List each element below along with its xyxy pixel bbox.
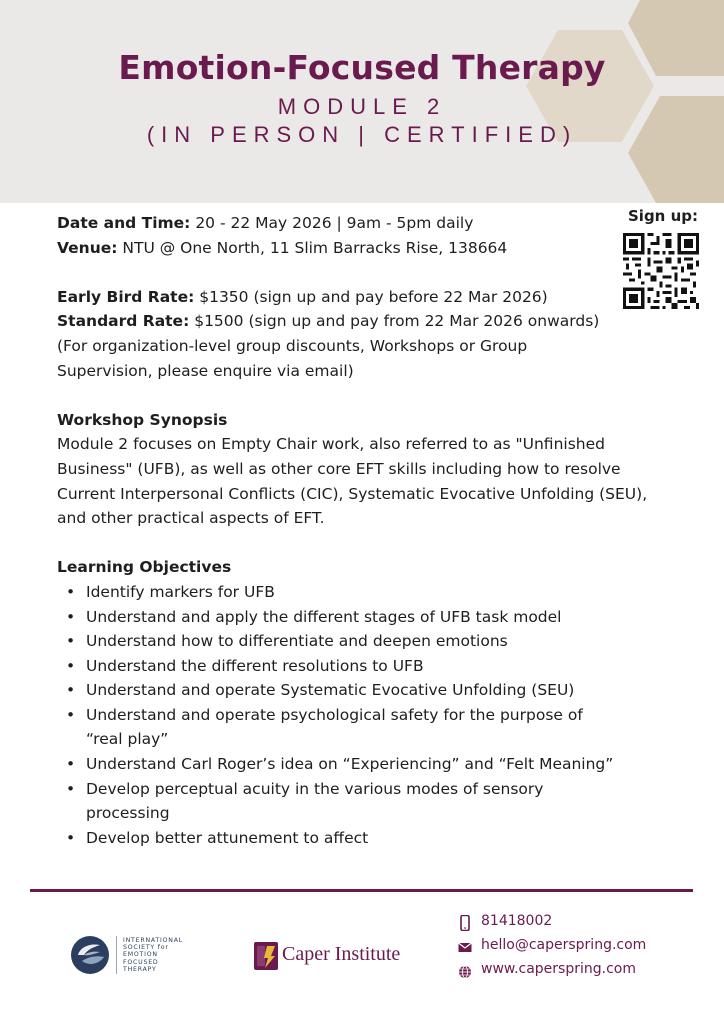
objectives-heading bbox=[57, 555, 657, 580]
isfet-logo-icon bbox=[70, 935, 110, 975]
format-subtitle: (IN PERSON | CERTIFIED) bbox=[146, 122, 578, 147]
list-item: • Understand Carl Roger’s idea on “Experiencing” and “Felt Meaning” bbox=[57, 752, 657, 777]
event-details bbox=[57, 211, 657, 850]
header-banner bbox=[0, 0, 724, 203]
page-title: Emotion-Focused Therapy bbox=[118, 48, 606, 87]
early-bird-value: $1350 (sign up and pay before 22 Mar 2026) bbox=[194, 287, 548, 306]
list-item: • Understand and operate Systematic Evocative Unfolding (SEU) bbox=[57, 678, 657, 703]
objectives-heading-text: Learning Objectives bbox=[57, 558, 232, 577]
isfet-name: INTERNATIONAL SOCIETY for EMOTION FOCUSED THERAPY bbox=[123, 937, 184, 973]
date-time-line bbox=[57, 211, 657, 236]
date-time-value: 20 - 22 May 2026 | 9am - 5pm daily bbox=[190, 214, 474, 232]
module-subtitle: MODULE 2 bbox=[277, 94, 447, 119]
standard-rate-label: Standard Rate: bbox=[57, 312, 190, 331]
list-item: • Understand and operate psychological safety for the purpose of “real play” bbox=[57, 703, 617, 752]
venue-label: Venue: bbox=[57, 238, 118, 257]
email-address[interactable]: hello@caperspring.com bbox=[481, 937, 647, 953]
caper-institute-name: Caper Institute bbox=[282, 943, 401, 965]
venue-value: NTU @ One North, 11 Slim Barracks Rise, 138664 bbox=[117, 238, 508, 257]
isfet-separator bbox=[116, 936, 117, 974]
synopsis-heading bbox=[57, 408, 657, 433]
globe-icon bbox=[458, 963, 472, 979]
standard-rate-line bbox=[57, 309, 657, 334]
list-item: • Understand the different resolutions to UFB bbox=[57, 654, 657, 679]
early-bird-label: Early Bird Rate: bbox=[57, 287, 195, 306]
signup-label: Sign up: bbox=[628, 207, 698, 225]
phone-icon bbox=[458, 915, 472, 931]
list-item: • Identify markers for UFB bbox=[57, 580, 657, 605]
synopsis-text: Module 2 focuses on Empty Chair work, also referred to as "Unfinished Business" (UFB), as well as other core EFT skills including how to resolve Current Interpersonal Conflicts (CIC), Systematic Evocative Unfolding (SEU), and other practical aspects of EFT. bbox=[57, 435, 648, 528]
standard-rate-value: $1500 (sign up and pay from 22 Mar 2026 onwards) bbox=[189, 312, 600, 331]
synopsis-heading-text: Workshop Synopsis bbox=[57, 410, 228, 429]
early-bird-line bbox=[57, 285, 657, 310]
phone-number[interactable]: 81418002 bbox=[481, 913, 553, 929]
list-item: • Understand and apply the different stages of UFB task model bbox=[57, 605, 657, 630]
venue-line bbox=[57, 236, 657, 261]
list-item: • Develop better attunement to affect bbox=[57, 826, 657, 851]
email-icon bbox=[458, 939, 472, 955]
group-discount-note: (For organization-level group discounts, Workshops or Group Supervision, please enquire via email) bbox=[57, 336, 528, 380]
footer-divider bbox=[30, 889, 693, 892]
list-item: • Understand how to differentiate and deepen emotions bbox=[57, 629, 657, 654]
list-item: • Develop perceptual acuity in the various modes of sensory processing bbox=[57, 777, 597, 826]
website-url[interactable]: www.caperspring.com bbox=[481, 961, 636, 977]
date-time-label: Date and Time: bbox=[57, 214, 191, 232]
caper-logo-icon bbox=[254, 942, 278, 970]
objectives-list bbox=[57, 580, 657, 851]
isfet-logo bbox=[70, 933, 200, 977]
